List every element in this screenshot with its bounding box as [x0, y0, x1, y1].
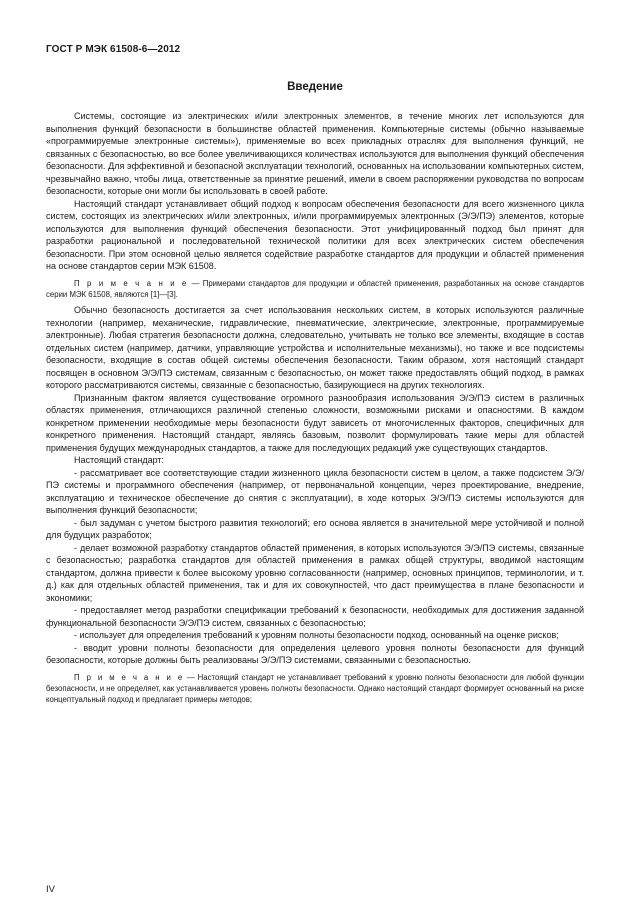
list-item-6: - вводит уровни полноты безопасности для определения целевого уровня полноты безопасности для функций безопасности, которые должны быть реализованы Э/Э/ПЭ системами, связанными с безопасностью. [46, 642, 584, 666]
list-item-2: - был задуман с учетом быстрого развития технологий; его основа является в значительной мере устойчивой и полной для будущих разработок; [46, 517, 584, 541]
list-item-3: - делает возможной разработку стандартов областей применения, в которых используются Э/Э/ПЭ системы, связанные с безопасностью; разработка стандартов для областей применения в рамках общей структуры, вводимой настоящим стандартом, должна привести к более высокому уровню согласованности (например, основных принципов, терминологии, и т. д.) как для отдельных областей применения, так и для их совокупностей, что даст преимущества в плане безопасности и экономики; [46, 542, 584, 603]
paragraph-1: Системы, состоящие из электрических и/или электронных элементов, в течение многих лет используются для выполнения функций безопасности в большинстве областей применения. Компьютерные системы (обычно называемые «программируемые электронные системы»), применяемые во всех прикладных отраслях для выполнения функций, не связанных с безопасностью, во все более увеличивающихся количествах используются для выполнения функций обеспечения безопасности. Для эффективной и безопасной эксплуатации технологий, основанных на использовании компьютерных систем, чрезвычайно важно, чтобы лица, ответственные за принятие решений, имели в своем распоряжении руководства по вопросам безопасности, которые они могли бы использовать в своей работе. [46, 111, 584, 196]
list-item-4: - предоставляет метод разработки спецификации требований к безопасности, необходимых для достижения заданной функциональной безопасности Э/Э/ПЭ систем, связанных с безопасностью; [46, 605, 584, 628]
paragraph-2: Настоящий стандарт устанавливает общий подход к вопросам обеспечения безопасности для всего жизненного цикла систем, состоящих из электрических и/или электронных, и/или программируемых электронных (Э/Э/ПЭ) элементов, которые используются для выполнения функций обеспечения безопасности. Этот унифицированный подход был принят для разработки рациональной и последовательной технической политики для всех электрических систем обеспечения безопасности. При этом основной целью является содействие разработке стандартов для продукции и областей применения на основе стандартов серии МЭК 61508. [46, 198, 584, 271]
section-title: Введение [287, 81, 343, 93]
paragraph-3: Обычно безопасность достигается за счет использования нескольких систем, в которых используются различные технологии (например, механические, гидравлические, пневматические, электрические, электронные, программируемые электронные). Любая стратегия безопасности должна, следовательно, учитывать не только все элементы, входящие в состав отдельных систем (например, датчики, управляющие устройства и исполнительные механизмы), но также и все подсистемы безопасности, входящие в состав общей системы обеспечения безопасности. Таким образом, хотя настоящий стандарт посвящен в основном Э/Э/ПЭ системам, связанным с безопасностью, он может также предоставлять общий подход, в рамках которого рассматриваются системы, связанные с безопасностью, базирующиеся на других технологиях. [46, 305, 584, 391]
note-1 [46, 278, 584, 301]
document-page [46, 44, 584, 709]
list-item-5: - использует для определения требований к уровням полноты безопасности подход, основанный на оценке рисков; [74, 630, 559, 641]
note-2-text: — Настоящий стандарт не устанавливает требований к уровню полноты безопасности для любой функции безопасности, и не определяет, как устанавливается уровень полноты безопасности. Однако настоящий стандарт формирует основанный на риске концептуальный подход и предлагает примеры методов; [46, 672, 584, 705]
note-1-label: П р и м е ч а н и е [74, 278, 189, 288]
document-header: ГОСТ Р МЭК 61508-6—2012 [46, 44, 181, 55]
page-number: IV [46, 884, 55, 895]
paragraph-5: Настоящий стандарт: [74, 455, 165, 466]
paragraph-4: Признанным фактом является существование огромного разнообразия использования Э/Э/ПЭ систем в различных областях применения, отличающихся различной степенью сложности, возможными рисками и опасностями. В каждом конкретном применении необходимые меры безопасности будут зависеть от многочисленных факторов, специфичных для конкретного применения. Настоящий стандарт, являясь базовым, позволит формулировать такие меры для областей применения будущих международных стандартов, а также для последующих редакций уже существующих стандартов. [46, 392, 584, 453]
note-1-text: — Примерами стандартов для продукции и областей применения, разработанных на основе стандартов серии МЭК 61508, являются [1]—[3]. [46, 278, 584, 299]
list-item-1: - рассматривает все соответствующие стадии жизненного цикла безопасности систем в целом, а также подсистем Э/Э/ПЭ системы и программного обеспечения (например, от первоначальной концепции, через проектирование, внедрение, эксплуатацию и техническое обеспечение до снятия с эксплуатации), в ходе которых Э/Э/ПЭ системы используются для выполнения функций безопасности; [46, 467, 584, 516]
note-2 [46, 672, 584, 706]
note-2-label: П р и м е ч а н и е [74, 672, 185, 682]
